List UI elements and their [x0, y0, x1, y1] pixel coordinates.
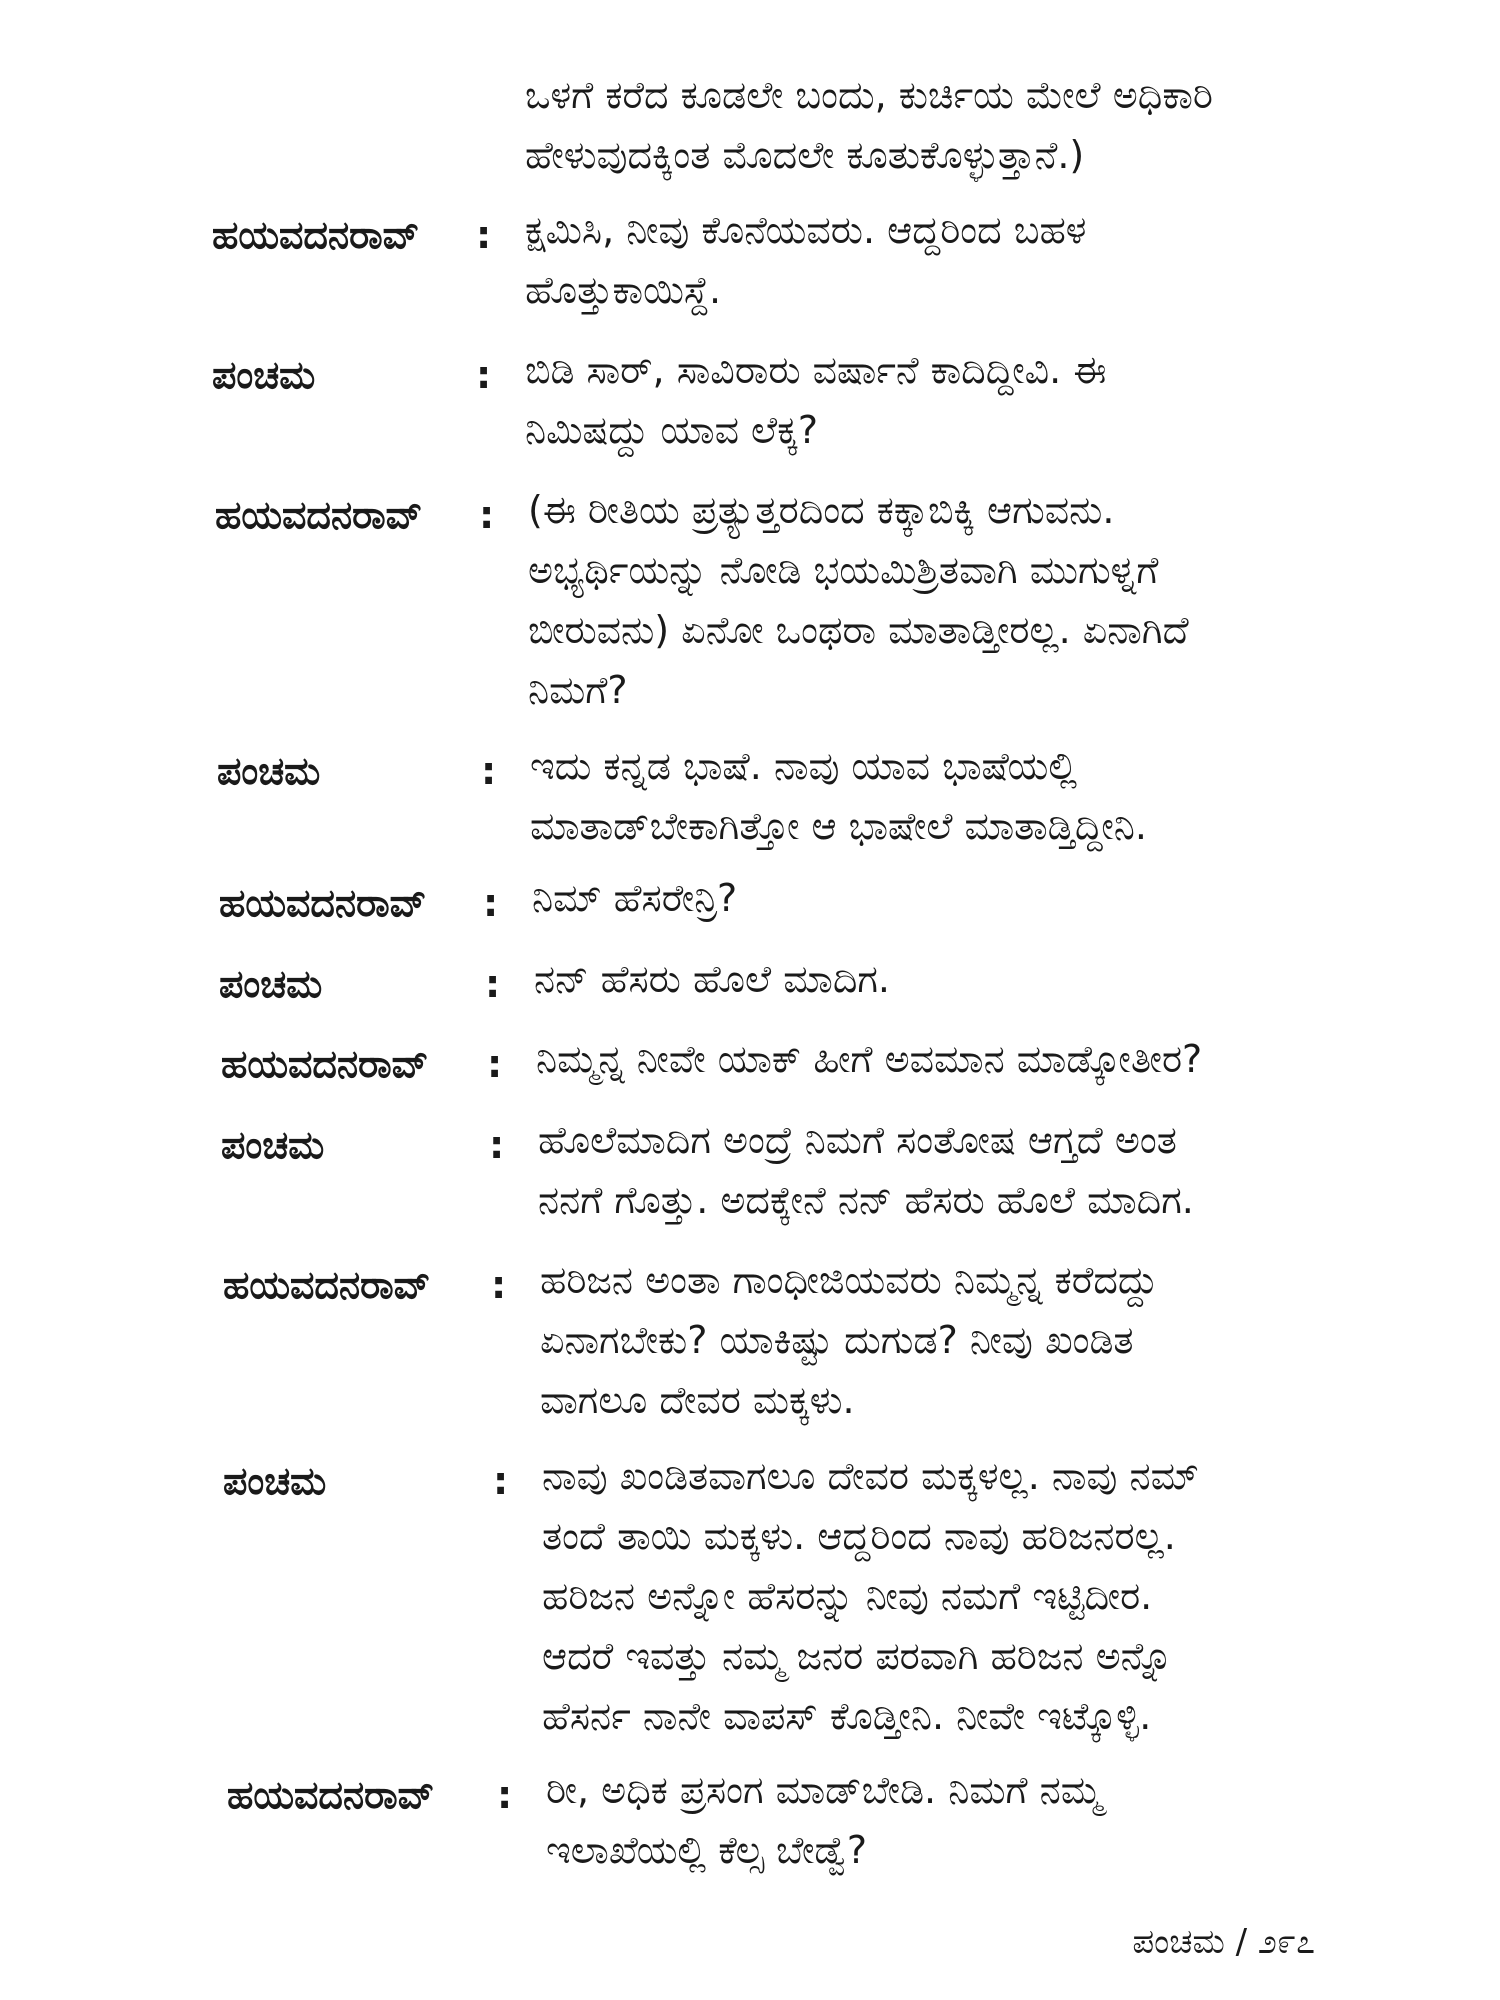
colon-separator: :: [491, 1263, 507, 1307]
page-footer: ಪಂಚಮ / ೨೯೭: [1132, 1922, 1315, 1962]
text-line: ಆದರೆ ಇವತ್ತು ನಮ್ಮ ಜನರ ಪರವಾಗಿ ಹರಿಜನ ಅನ್ನೊ: [542, 1634, 1173, 1678]
speaker-name: ಹಯವದನರಾವ್: [227, 1773, 435, 1817]
text-line: ನಿಮಗೆ?: [528, 668, 628, 712]
colon-separator: :: [481, 749, 497, 793]
dialogue-block: [540, 1250, 1340, 1430]
text-line: ನನಗೆ ಗೊತ್ತು. ಅದಕ್ಕೇನೆ ನನ್ ಹೆಸರು ಹೊಲೆ ಮಾದಿಗ.: [538, 1178, 1194, 1222]
text-line: ಬಿಡಿ ಸಾರ್, ಸಾವಿರಾರು ವರ್ಷಾನೆ ಕಾದಿದ್ದೀವಿ. ಈ: [525, 348, 1107, 392]
dialogue-block: [542, 1446, 1342, 1746]
dialogue-block: [528, 480, 1328, 720]
speaker-name: ಹಯವದನರಾವ್: [221, 1042, 429, 1086]
text-line: ಹೆಸರ್ನ ನಾನೇ ವಾಪಸ್ ಕೊಡ್ತೀನಿ. ನೀವೇ ಇಟ್ಕೊಳ್ಳಿ.: [542, 1694, 1152, 1738]
colon-separator: :: [487, 1042, 503, 1086]
dialogue-block: [538, 1110, 1338, 1230]
text-line: ಹೊತ್ತುಕಾಯಿಸ್ದೆ.: [525, 268, 722, 312]
text-line: ರೀ, ಅಧಿಕ ಪ್ರಸಂಗ ಮಾಡ್‌ಬೇಡಿ. ನಿಮಗೆ ನಮ್ಮ: [546, 1768, 1103, 1812]
speaker-name: ಪಂಚಮ: [221, 1123, 325, 1167]
colon-separator: :: [476, 353, 492, 397]
dialogue-block: [546, 1760, 1346, 1880]
dialogue-block: [532, 868, 1332, 928]
text-line: ನನ್ ಹೆಸರು ಹೊಲೆ ಮಾದಿಗ.: [534, 957, 891, 1001]
dialogue-block: [525, 340, 1325, 460]
colon-separator: :: [476, 213, 492, 257]
text-line: ನಿಮ್ ಹೆಸರೇನ್ರಿ?: [532, 876, 738, 920]
speaker-name: ಪಂಚಮ: [223, 1459, 327, 1503]
speaker-name: ಹಯವದನರಾವ್: [212, 213, 420, 257]
colon-separator: :: [489, 1123, 505, 1167]
colon-separator: :: [479, 493, 495, 537]
dialogue-block: [536, 1029, 1336, 1089]
text-line: ಅಭ್ಯರ್ಥಿಯನ್ನು ನೋಡಿ ಭಯಮಿಶ್ರಿತವಾಗಿ ಮುಗುಳ್ನಗೆ: [528, 548, 1159, 592]
text-line: ಹರಿಜನ ಅನ್ನೋ ಹೆಸರನ್ನು ನೀವು ನಮಗೆ ಇಟ್ಟಿದೀರ.: [542, 1574, 1153, 1618]
speaker-name: ಹಯವದನರಾವ್: [223, 1263, 431, 1307]
colon-separator: :: [485, 962, 501, 1006]
text-line: ಒಳಗೆ ಕರೆದ ಕೂಡಲೇ ಬಂದು, ಕುರ್ಚಿಯ ಮೇಲೆ ಅಧಿಕಾರಿ: [525, 73, 1213, 117]
dialogue-block: [525, 200, 1325, 320]
colon-separator: :: [493, 1459, 509, 1503]
text-line: ಬೀರುವನು) ಏನೋ ಒಂಥರಾ ಮಾತಾಡ್ತೀರಲ್ಲ. ಏನಾಗಿದೆ: [528, 608, 1189, 652]
text-line: ಇಲಾಖೆಯಲ್ಲಿ ಕೆಲ್ಸ ಬೇಡ್ವೆ?: [546, 1828, 868, 1872]
speaker-name: ಹಯವದನರಾವ್: [215, 493, 423, 537]
colon-separator: :: [497, 1773, 513, 1817]
speaker-name: ಪಂಚಮ: [219, 962, 323, 1006]
colon-separator: :: [483, 881, 499, 925]
text-line: ಇದು ಕನ್ನಡ ಭಾಷೆ. ನಾವು ಯಾವ ಭಾಷೆಯಲ್ಲಿ: [530, 744, 1078, 788]
text-line: ತಂದೆ ತಾಯಿ ಮಕ್ಕಳು. ಆದ್ದರಿಂದ ನಾವು ಹರಿಜನರಲ್ಲ.: [542, 1514, 1176, 1558]
text-line: ನಿಮ್ಮನ್ನ ನೀವೇ ಯಾಕ್ ಹೀಗೆ ಅವಮಾನ ಮಾಡ್ಕೋತೀರ?: [536, 1037, 1203, 1081]
text-line: ನಿಮಿಷದ್ದು ಯಾವ ಲೆಕ್ಕ?: [525, 408, 819, 452]
stage-direction: [525, 65, 1325, 185]
dialogue-block: [534, 949, 1334, 1009]
text-line: ಏನಾಗಬೇಕು? ಯಾಕಿಷ್ಟು ದುಗುಡ? ನೀವು ಖಂಡಿತ: [540, 1318, 1134, 1362]
text-line: ಹೇಳುವುದಕ್ಕಿಂತ ಮೊದಲೇ ಕೂತುಕೊಳ್ಳುತ್ತಾನೆ.): [525, 133, 1085, 177]
text-line: ನಾವು ಖಂಡಿತವಾಗಲೂ ದೇವರ ಮಕ್ಕಳಲ್ಲ. ನಾವು ನಮ್: [542, 1454, 1200, 1498]
text-line: (ಈ ರೀತಿಯ ಪ್ರತ್ಯುತ್ತರದಿಂದ ಕಕ್ಕಾಬಿಕ್ಕಿ ಆಗುವನು.: [528, 488, 1115, 532]
speaker-name: ಪಂಚಮ: [212, 353, 316, 397]
speaker-name: ಹಯವದನರಾವ್: [219, 881, 427, 925]
text-line: ಮಾತಾಡ್‌ಬೇಕಾಗಿತ್ತೋ ಆ ಭಾಷೇಲೆ ಮಾತಾಡ್ತಿದ್ದೀನಿ.: [530, 804, 1147, 848]
speaker-name: ಪಂಚಮ: [217, 749, 321, 793]
dialogue-block: [530, 736, 1330, 856]
text-line: ಹೊಲೆಮಾದಿಗ ಅಂದ್ರೆ ನಿಮಗೆ ಸಂತೋಷ ಆಗ್ತದೆ ಅಂತ: [538, 1118, 1177, 1162]
text-line: ಹರಿಜನ ಅಂತಾ ಗಾಂಧೀಜಿಯವರು ನಿಮ್ಮನ್ನ ಕರೆದದ್ದು: [540, 1258, 1158, 1302]
text-line: ಕ್ಷಮಿಸಿ, ನೀವು ಕೊನೆಯವರು. ಆದ್ದರಿಂದ ಬಹಳ: [525, 208, 1087, 252]
text-line: ವಾಗಲೂ ದೇವರ ಮಕ್ಕಳು.: [540, 1378, 855, 1422]
